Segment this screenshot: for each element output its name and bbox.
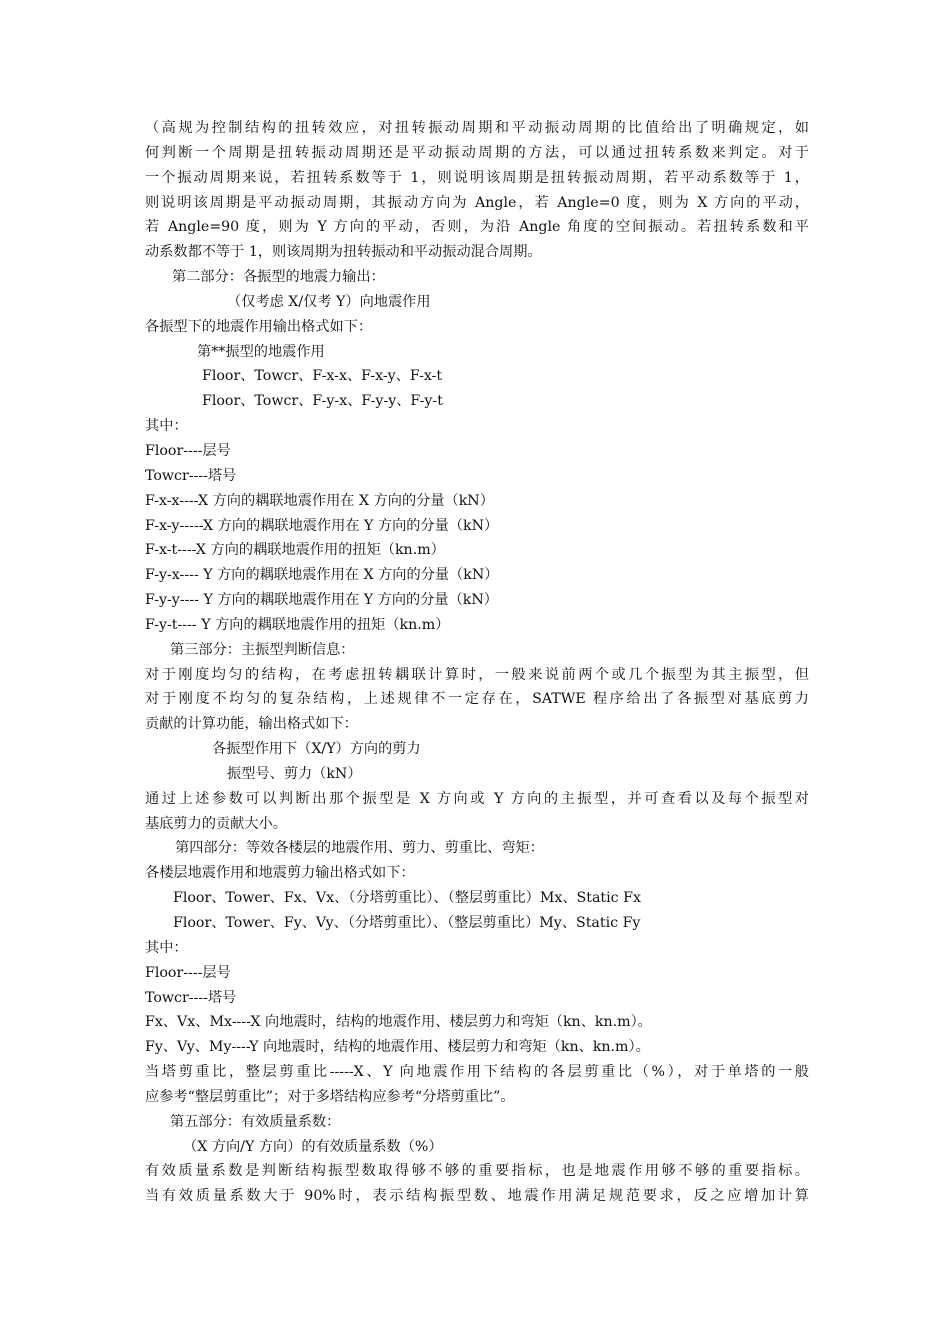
definition-line: F-x-y-----X 方向的耦联地震作用在 Y 方向的分量（kN） — [145, 517, 499, 534]
format-line: Floor、Tower、Fy、Vy、（分塔剪重比）、（整层剪重比）My、Static Fy — [173, 915, 641, 931]
definition-line: Floor----层号 — [145, 442, 231, 459]
document-body — [145, 116, 809, 1209]
definition-line: F-x-x----X 方向的耦联地震作用在 X 方向的分量（kN） — [145, 492, 494, 509]
definition-line: F-y-t---- Y 方向的耦联地震作用的扭矩（kn.m） — [145, 616, 450, 633]
text-line: 有效质量系数是判断结构振型数取得够不够的重要指标，也是地震作用够不够的重要指标。 — [145, 1163, 809, 1180]
text-line: 一个振动周期来说，若扭转系数等于 1，则说明该周期是扭转振动周期，若平动系数等于 1， — [145, 169, 809, 186]
text-line: （高规为控制结构的扭转效应，对扭转振动周期和平动振动周期的比值给出了明确规定，如 — [145, 120, 809, 136]
text-line: 其中： — [145, 939, 188, 956]
text-line: 对于刚度不均匀的复杂结构，上述规律不一定存在，SATWE 程序给出了各振型对基底剪力 — [145, 691, 809, 708]
subheading: （X 方向/Y 方向）的有效质量系数（%） — [183, 1138, 443, 1155]
format-line: 第**振型的地震作用 — [197, 343, 325, 360]
definition-line: Towcr----塔号 — [145, 467, 237, 484]
text-line: 各楼层地震作用和地震剪力输出格式如下： — [145, 865, 415, 882]
definition-line: Floor----层号 — [145, 964, 231, 981]
text-line: 若 Angle=90 度，则为 Y 方向的平动，否则，为沿 Angle 角度的空间振动。若扭转系数和平 — [145, 219, 809, 236]
subheading: （仅考虑 X/仅考 Y）向地震作用 — [227, 293, 431, 310]
definition-line: Fy、Vy、My----Y 向地震时，结构的地震作用、楼层剪力和弯矩（kn、kn.m）。 — [145, 1039, 650, 1056]
definition-line: Towcr----塔号 — [145, 989, 237, 1006]
definition-line: F-x-t----X 方向的耦联地震作用的扭矩（kn.m） — [145, 542, 445, 559]
text-line: 各振型下的地震作用输出格式如下： — [145, 318, 373, 335]
format-line: 各振型作用下（X/Y）方向的剪力 — [212, 741, 421, 758]
text-line: 动系数都不等于 1，则该周期为扭转振动和平动振动混合周期。 — [145, 244, 542, 261]
format-line: 振型号、剪力（kN） — [227, 765, 362, 782]
format-line: Floor、Towcr、F-x-x、F-x-y、F-x-t — [202, 368, 443, 385]
text-line: 何判断一个周期是扭转振动周期还是平动振动周期的方法，可以通过扭转系数来判定。对于 — [145, 144, 809, 161]
section-heading: 第四部分：等效各楼层的地震作用、剪力、剪重比、弯矩： — [175, 840, 544, 857]
format-line: Floor、Tower、Fx、Vx、（分塔剪重比）、（整层剪重比）Mx、Static Fx — [173, 890, 641, 907]
section-heading: 第三部分：主振型判断信息： — [170, 641, 355, 658]
format-line: Floor、Towcr、F-y-x、F-y-y、F-y-t — [202, 393, 443, 410]
definition-line: F-y-x---- Y 方向的耦联地震作用在 X 方向的分量（kN） — [145, 567, 499, 584]
text-line: 其中： — [145, 418, 188, 435]
section-heading: 第二部分：各振型的地震力输出： — [172, 269, 385, 286]
text-line: 基底剪力的贡献大小。 — [145, 815, 287, 832]
definition-line: Fx、Vx、Mx----X 向地震时，结构的地震作用、楼层剪力和弯矩（kn、kn.m）。 — [145, 1014, 652, 1031]
definition-line: F-y-y---- Y 方向的耦联地震作用在 Y 方向的分量（kN） — [145, 592, 498, 609]
text-line: 当有效质量系数大于 90%时，表示结构振型数、地震作用满足规范要求，反之应增加计算 — [145, 1188, 809, 1205]
text-line: 通过上述参数可以判断出那个振型是 X 方向或 Y 方向的主振型，并可查看以及每个振型对 — [145, 790, 809, 807]
text-line: 应参考“整层剪重比”；对于多塔结构应参考“分塔剪重比”。 — [145, 1088, 515, 1105]
text-line: 则说明该周期是平动振动周期，其振动方向为 Angle，若 Angle=0 度，则为 X 方向的平动， — [145, 194, 809, 211]
text-line: 当塔剪重比，整层剪重比-----X、Y 向地震作用下结构的各层剪重比（%），对于单塔的一般 — [145, 1064, 809, 1081]
text-line: 贡献的计算功能，输出格式如下： — [145, 716, 358, 733]
text-line: 对于刚度均匀的结构，在考虑扭转耦联计算时，一般来说前两个或几个振型为其主振型，但 — [145, 666, 809, 683]
section-heading: 第五部分：有效质量系数： — [170, 1113, 341, 1130]
